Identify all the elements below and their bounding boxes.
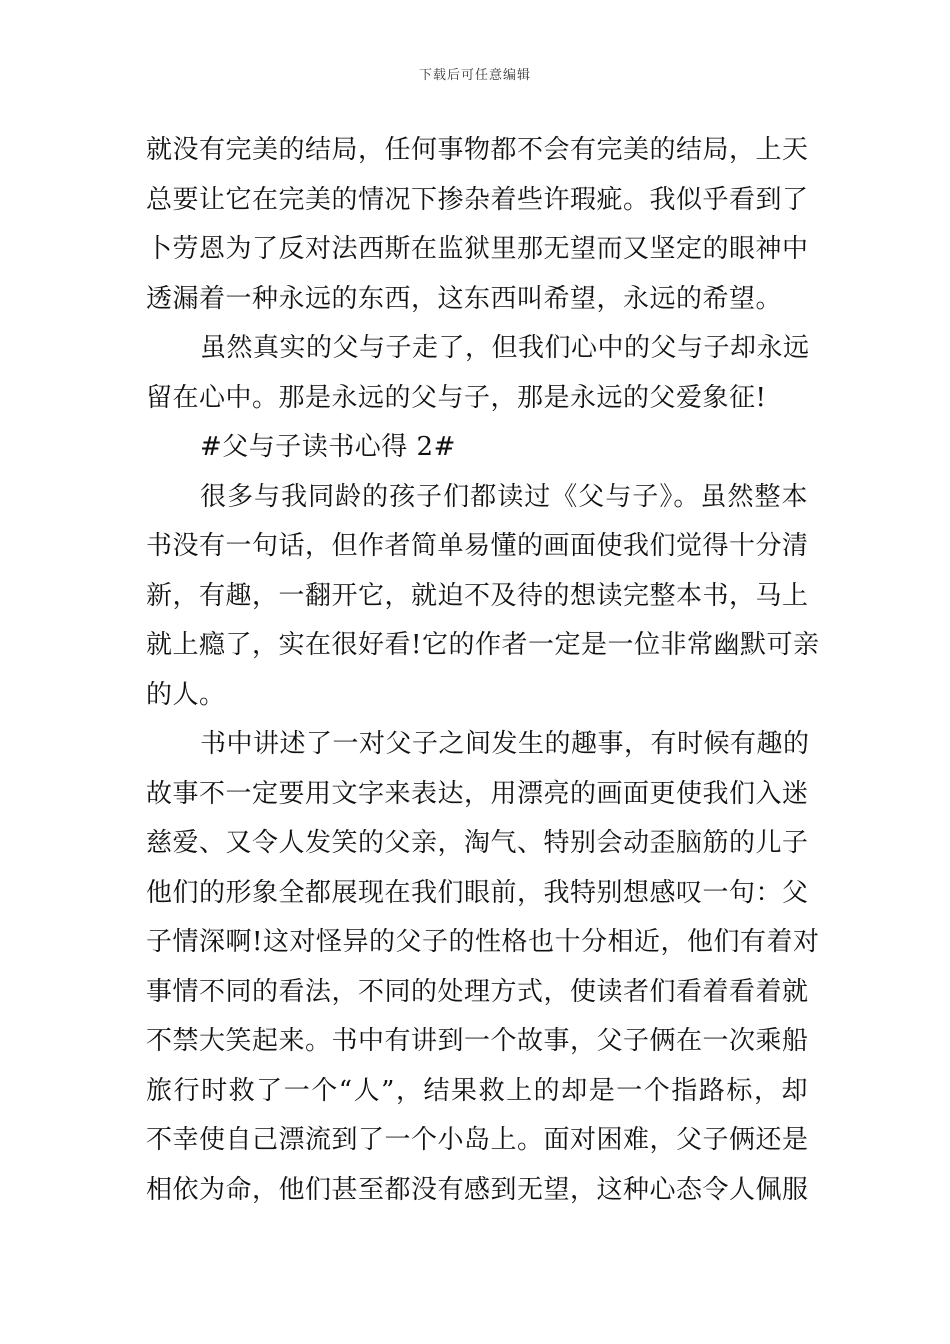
text-line: 总要让它在完美的情况下掺杂着些许瑕疵。我似乎看到了 (146, 184, 809, 215)
text-line: 故事不一定要用文字来表达，用漂亮的画面更使我们入迷 (146, 778, 809, 809)
text-line: 书中讲述了一对父子之间发生的趣事，有时候有趣的 (200, 729, 810, 759)
text-line: 不禁大笑起来。书中有讲到一个故事，父子俩在一次乘船 (146, 1026, 809, 1056)
text-line: 的人。 (146, 679, 226, 710)
text-line: 新，有趣，一翻开它，就迫不及待的想读完整本书，马上 (146, 580, 809, 611)
text-line: 就上瘾了，实在很好看!它的作者一定是一位非常幽默可亲 (146, 630, 820, 660)
text-line: 透漏着一种永远的东西，这东西叫希望，永远的希望。 (146, 283, 783, 314)
text-line: 不幸使自己漂流到了一个小岛上。面对困难，父子俩还是 (146, 1125, 809, 1155)
text-line: 虽然真实的父与子走了，但我们心中的父与子却永远 (200, 333, 810, 363)
text-line: 很多与我同龄的孩子们都读过《父与子》。虽然整本 (200, 481, 808, 512)
text-line: 旅行时救了一个“人”，结果救上的却是一个指路标，却 (146, 1075, 808, 1106)
text-line: 就没有完美的结局，任何事物都不会有完美的结局，上天 (146, 135, 809, 165)
text-line: #父与子读书心得 2# (200, 432, 456, 462)
body-text (146, 126, 820, 1215)
text-line: 相依为命，他们甚至都没有感到无望，这种心态令人佩服 (146, 1174, 809, 1205)
text-line: 卜劳恩为了反对法西斯在监狱里那无望而又坚定的眼神中 (146, 234, 809, 264)
text-line: 留在心中。那是永远的父与子，那是永远的父爱象征! (146, 382, 767, 413)
page-header-note: 下载后可任意编辑 (418, 68, 531, 83)
text-line: 他们的形象全都展现在我们眼前，我特别想感叹一句：父 (146, 877, 809, 908)
text-line: 慈爱、又令人发笑的父亲，淘气、特别会动歪脑筋的儿子 (146, 828, 809, 858)
text-line: 事情不同的看法，不同的处理方式，使读者们看着看着就 (146, 976, 809, 1007)
text-line: 子情深啊!这对怪异的父子的性格也十分相近，他们有着对 (146, 927, 820, 957)
text-line: 书没有一句话，但作者简单易懂的画面使我们觉得十分清 (146, 531, 809, 561)
